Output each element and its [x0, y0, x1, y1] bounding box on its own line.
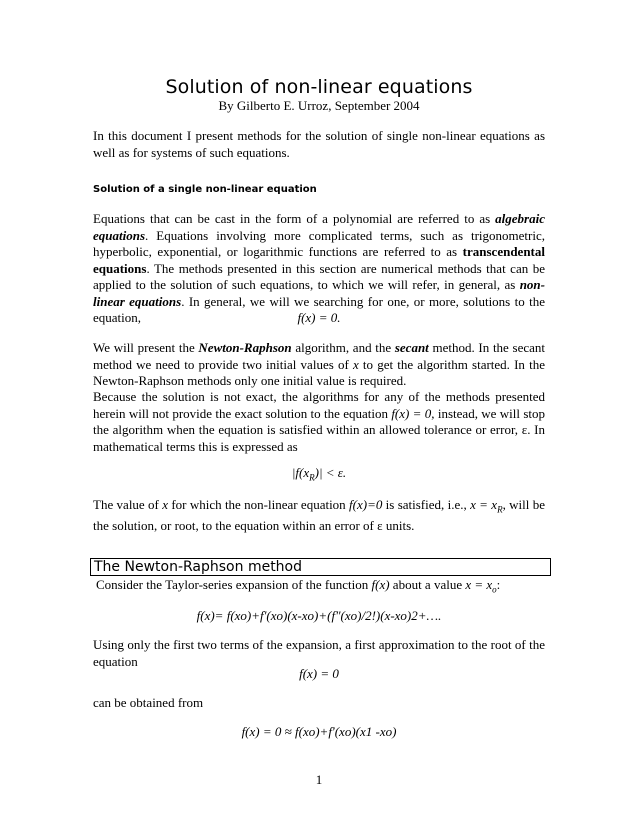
equation-linear-approx: f(x) = 0 ≈ f(xo)+f'(xo)(x1 -xo): [241, 724, 397, 739]
intro-paragraph: In this document I present methods for the solution of single non-linear equations as well as for systems of such equations.: [93, 128, 545, 160]
section-heading: The Newton-Raphson method: [94, 559, 303, 575]
paragraph-obtained-from: can be obtained from: [93, 695, 204, 710]
section-heading-box: [90, 558, 551, 576]
page-number: 1: [315, 772, 323, 787]
paragraph-definitions: Equations that can be cast in the form of a polynomial are referred to as algebraic equations. Equations involving more complicated terms, such as trigonometric, hyperbolic, exponential, or logarithmic functions are referred to as transcendental equations. The methods presented in this section are numerical methods that can be applied to the solution of such equations, to which we will refer, in general, as non-linear equations. In general, we will we searching for one, or more, solutions to the equation,: [93, 211, 545, 325]
paragraph-taylor: Consider the Taylor-series expansion of the function f(x) about a value $x = x_o$:: [96, 577, 501, 595]
equation-tolerance: $|f(x_R)| < \varepsilon$.: [291, 465, 347, 483]
equation-taylor-series: f(x)= f(xo)+f'(xo)(x-xo)+(f"(xo)/2!)(x-xo)2+….: [196, 608, 442, 623]
subheading: Solution of a single non-linear equation: [93, 184, 317, 195]
paragraph-first-two-terms: Using only the first two terms of the expansion, a first approximation to the root of the equation: [93, 637, 545, 669]
author-byline: By Gilberto E. Urroz, September 2004: [218, 98, 420, 113]
paragraph-tolerance: Because the solution is not exact, the algorithms for any of the methods presented herein will not provide the exact solution to the equation f(x) = 0, instead, we will stop the algorithm when the equation is satisfied within an allowed tolerance or error, ε. In mathematical terms this is expressed as: [93, 389, 546, 454]
document-title: Solution of non-linear equations: [165, 76, 473, 98]
equation-fx-zero: f(x) = 0.: [297, 310, 341, 325]
paragraph-root: The value of x for which the non-linear equation f(x)=0 is satisfied, i.e., $x = x_R$, will be the solution, or root, to the equation within an error of ε units.: [93, 497, 545, 534]
equation-fx-zero-2: f(x) = 0: [299, 666, 339, 681]
paragraph-methods: We will present the Newton-Raphson algorithm, and the secant method. In the secant method we need to provide two initial values of x to get the algorithm started. In the Newton-Raphson methods only one initial value is required.: [93, 340, 545, 388]
